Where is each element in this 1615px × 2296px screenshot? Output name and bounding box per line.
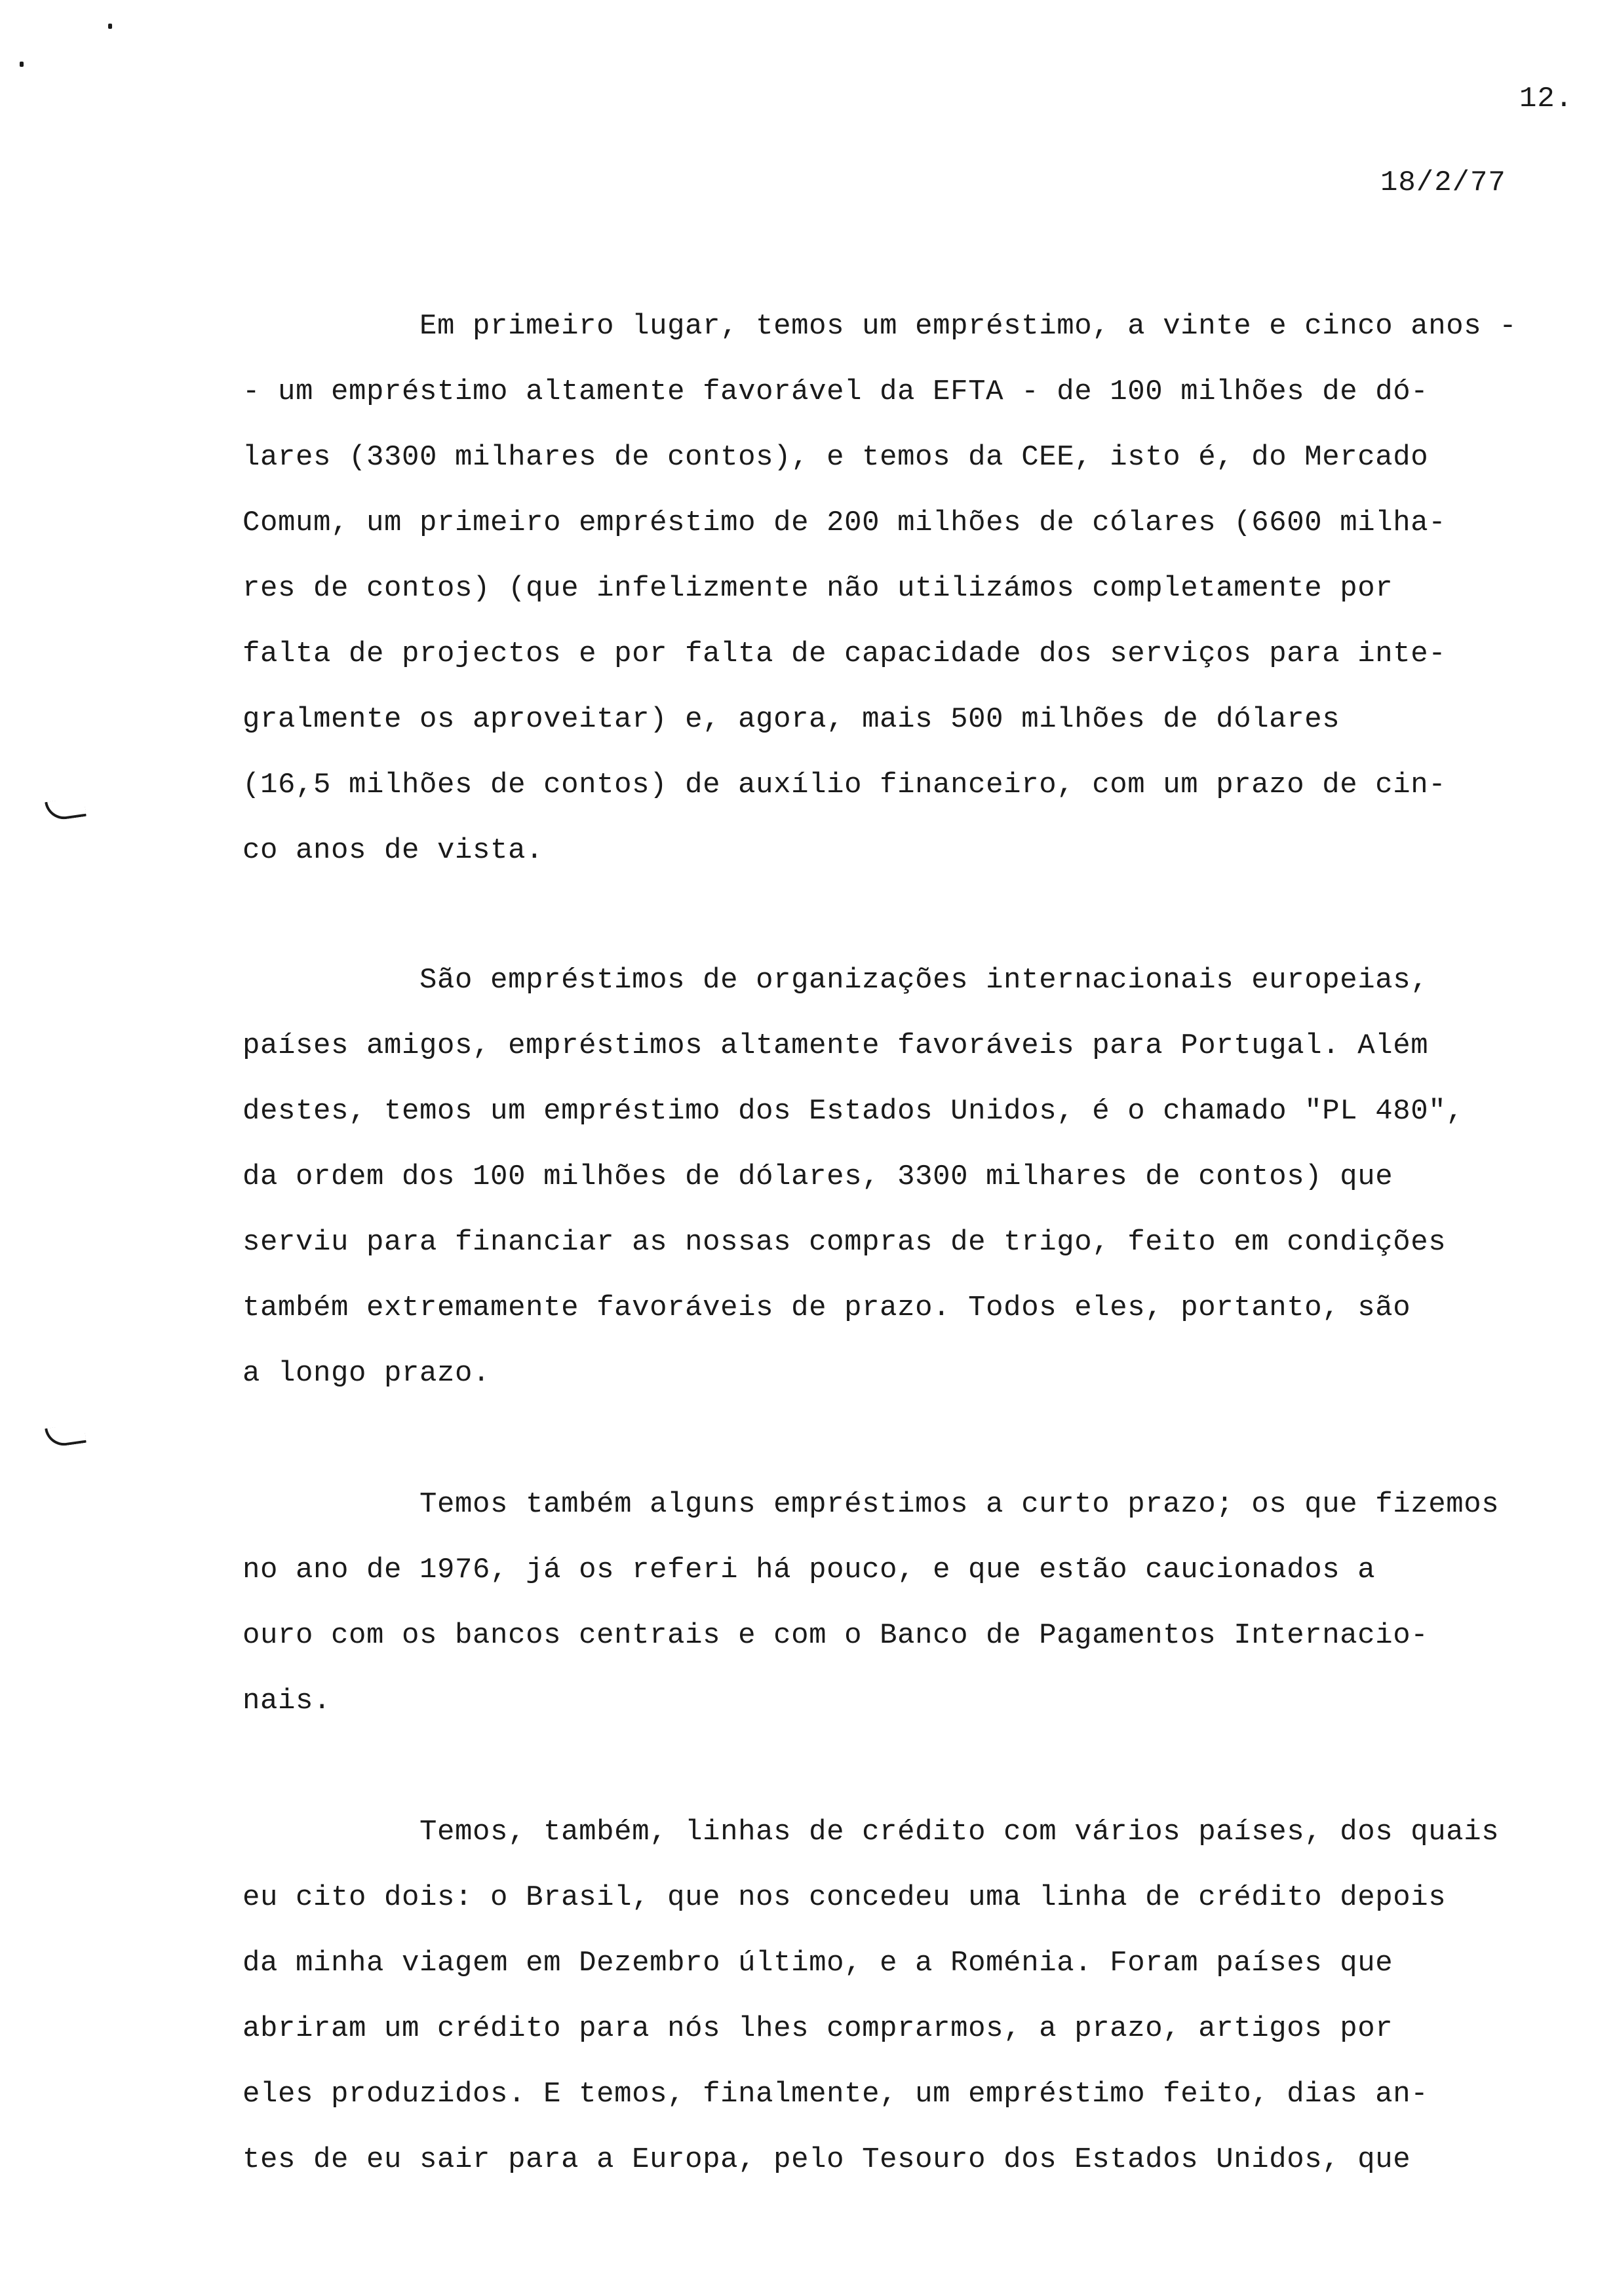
text-line: nais.	[243, 1685, 332, 1717]
text-line: eu cito dois: o Brasil, que nos concedeu uma linha de crédito depois	[243, 1881, 1447, 1914]
text-line: eles produzidos. E temos, finalmente, um empréstimo feito, dias an-	[243, 2078, 1429, 2111]
text-line: serviu para financiar as nossas compras de trigo, feito em condições	[243, 1226, 1447, 1259]
text-line: (16,5 milhões de contos) de auxílio financeiro, com um prazo de cin-	[243, 769, 1447, 801]
text-line: Temos também alguns empréstimos a curto prazo; os que fizemos	[243, 1488, 1500, 1521]
text-line: a longo prazo.	[243, 1357, 491, 1390]
page-date: 18/2/77	[1380, 166, 1506, 199]
text-line: abriram um crédito para nós lhes comprarmos, a prazo, artigos por	[243, 2012, 1393, 2045]
text-line: gralmente os aproveitar) e, agora, mais 500 milhões de dólares	[243, 703, 1340, 736]
text-line: falta de projectos e por falta de capacidade dos serviços para inte-	[243, 638, 1447, 670]
text-line: res de contos) (que infelizmente não utilizámos completamente por	[243, 572, 1393, 605]
text-line: da minha viagem em Dezembro último, e a Roménia. Foram países que	[243, 1947, 1393, 1980]
text-line: São empréstimos de organizações internacionais europeias,	[243, 964, 1429, 997]
text-line: ouro com os bancos centrais e com o Banco de Pagamentos Internacio-	[243, 1619, 1429, 1652]
text-line: Em primeiro lugar, temos um empréstimo, a vinte e cinco anos -	[243, 310, 1517, 343]
text-line: lares (3300 milhares de contos), e temos da CEE, isto é, do Mercado	[243, 441, 1429, 474]
text-line: - um empréstimo altamente favorável da EFTA - de 100 milhões de dó-	[243, 375, 1429, 408]
text-line: tes de eu sair para a Europa, pelo Tesouro dos Estados Unidos, que	[243, 2143, 1411, 2176]
text-line: da ordem dos 100 milhões de dólares, 3300 milhares de contos) que	[243, 1160, 1393, 1193]
margin-speck	[108, 24, 112, 29]
text-line: no ano de 1976, já os referi há pouco, e que estão caucionados a	[243, 1554, 1376, 1586]
binder-hole-mark	[45, 797, 87, 822]
binder-hole-mark	[45, 1423, 87, 1448]
text-line: países amigos, empréstimos altamente favoráveis para Portugal. Além	[243, 1029, 1429, 1062]
text-line: Temos, também, linhas de crédito com vários países, dos quais	[243, 1816, 1500, 1848]
text-line: destes, temos um empréstimo dos Estados Unidos, é o chamado "PL 480",	[243, 1095, 1464, 1128]
text-line: Comum, um primeiro empréstimo de 200 milhões de cólares (6600 milha-	[243, 507, 1447, 539]
text-line: co anos de vista.	[243, 834, 544, 867]
margin-speck	[20, 62, 24, 67]
text-line: também extremamente favoráveis de prazo. Todos eles, portanto, são	[243, 1292, 1411, 1324]
page-number: 12.	[1519, 83, 1574, 115]
